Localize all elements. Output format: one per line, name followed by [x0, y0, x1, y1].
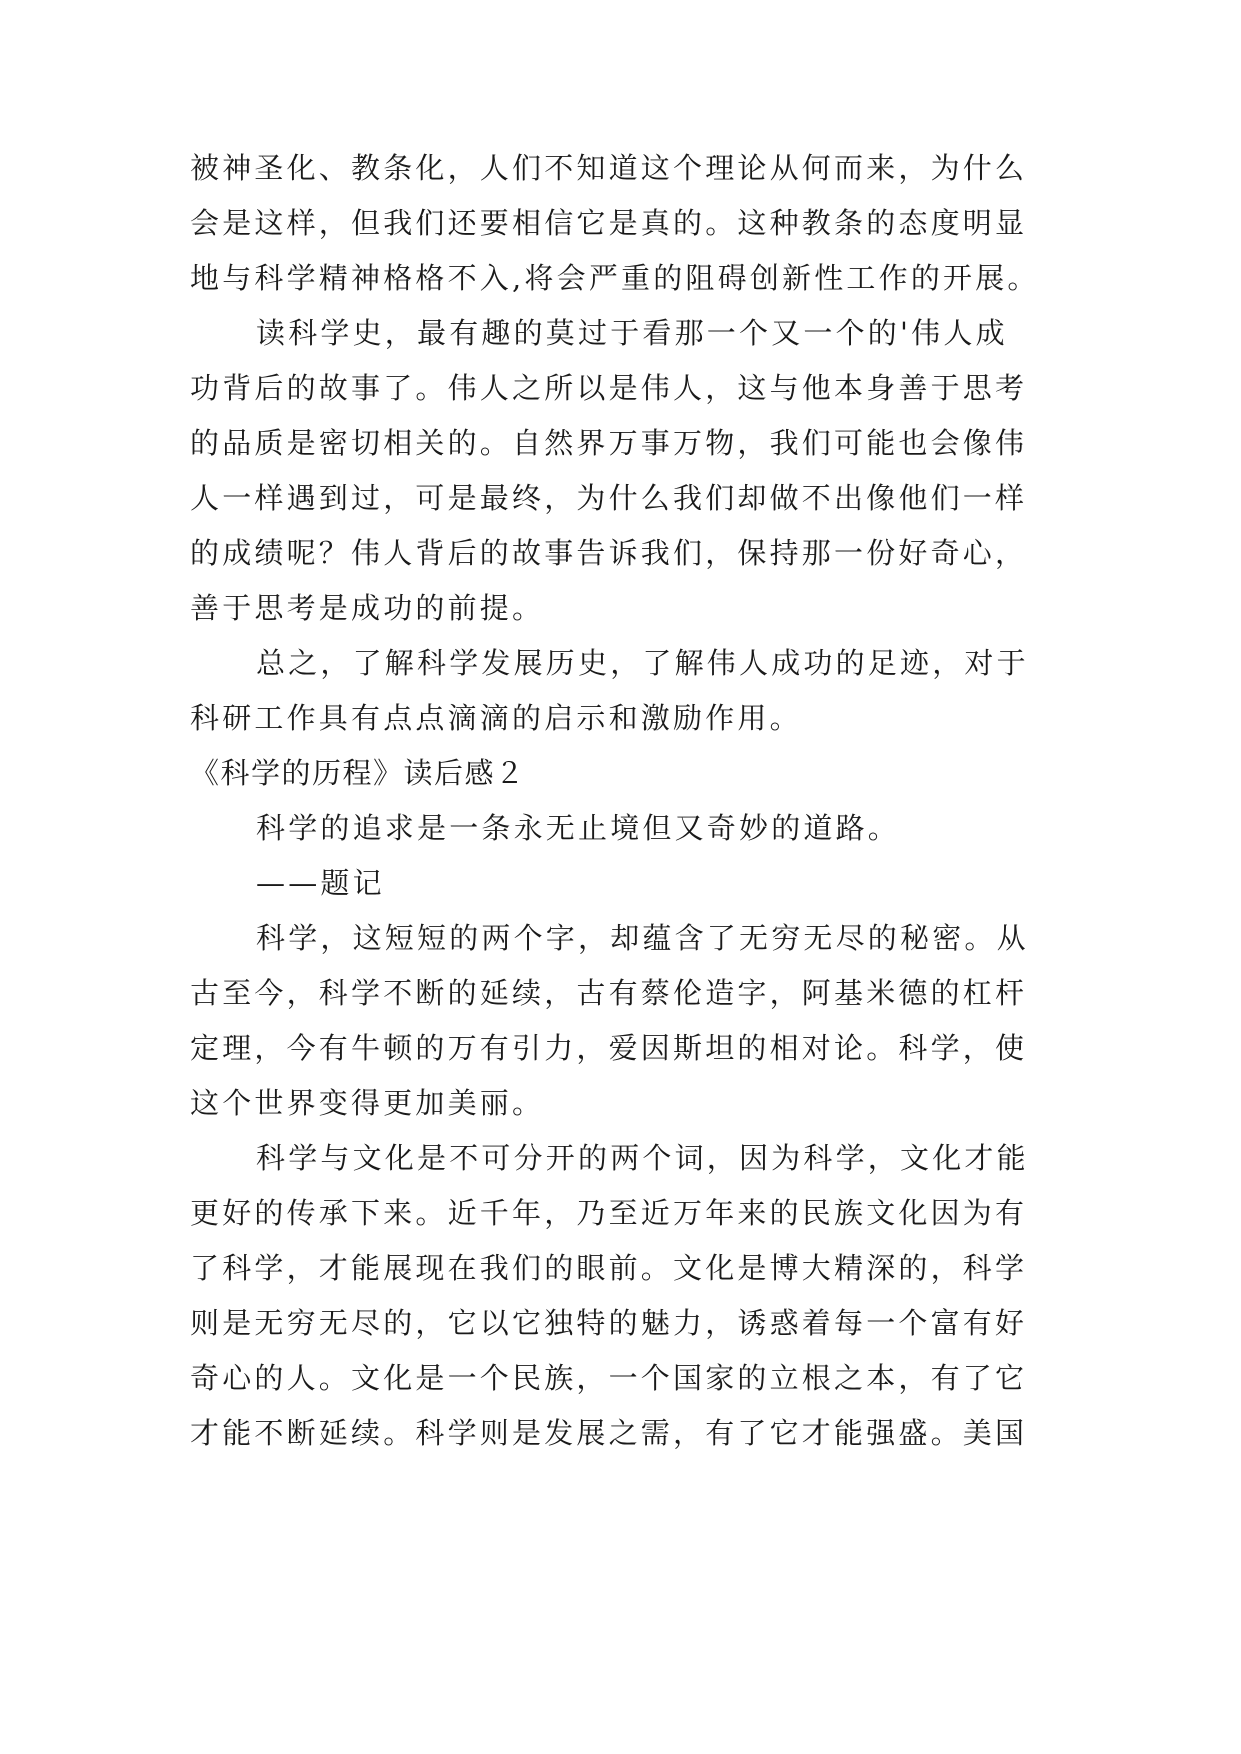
epigraph-text: 科学的追求是一条永无止境但又奇妙的道路。: [256, 811, 901, 845]
paragraph-first-line: 科学，这短短的两个字，却蕴含了无穷无尽的秘密。从: [256, 921, 1029, 955]
body-text-line: 的成绩呢？伟人背后的故事告诉我们，保持那一份好奇心，: [190, 536, 1028, 570]
body-text-line: 善于思考是成功的前提。: [190, 591, 545, 625]
epigraph-attribution: ——题记: [256, 866, 385, 900]
body-text-line: 这个世界变得更加美丽。: [190, 1086, 545, 1120]
body-text-line: 功背后的故事了。伟人之所以是伟人，这与他本身善于思考: [190, 371, 1028, 405]
body-text-line: 人一样遇到过，可是最终，为什么我们却做不出像他们一样: [190, 481, 1028, 515]
body-text-line: 地与科学精神格格不入,将会严重的阻碍创新性工作的开展。: [190, 261, 1040, 295]
body-text-line: 定理，今有牛顿的万有引力，爱因斯坦的相对论。科学，使: [190, 1031, 1028, 1065]
paragraph-first-line: 总之，了解科学发展历史，了解伟人成功的足迹，对于: [256, 646, 1029, 680]
body-text-line: 则是无穷无尽的，它以它独特的魅力，诱惑着每一个富有好: [190, 1306, 1028, 1340]
body-text-line: 才能不断延续。科学则是发展之需，有了它才能强盛。美国: [190, 1416, 1028, 1450]
section-title: 《科学的历程》读后感２: [190, 756, 526, 790]
body-text-line: 科研工作具有点点滴滴的启示和激励作用。: [190, 701, 802, 735]
body-text-line: 的品质是密切相关的。自然界万事万物，我们可能也会像伟: [190, 426, 1028, 460]
body-text-line: 更好的传承下来。近千年，乃至近万年来的民族文化因为有: [190, 1196, 1028, 1230]
paragraph-first-line: 科学与文化是不可分开的两个词，因为科学，文化才能: [256, 1141, 1029, 1175]
body-text-line: 了科学，才能展现在我们的眼前。文化是博大精深的，科学: [190, 1251, 1028, 1285]
body-text-line: 奇心的人。文化是一个民族，一个国家的立根之本，有了它: [190, 1361, 1028, 1395]
body-text-line: 会是这样，但我们还要相信它是真的。这种教条的态度明显: [190, 206, 1028, 240]
body-text-line: 被神圣化、教条化，人们不知道这个理论从何而来，为什么: [190, 151, 1028, 185]
paragraph-first-line: 读科学史，最有趣的莫过于看那一个又一个的'伟人成: [256, 316, 1008, 350]
body-text-line: 古至今，科学不断的延续，古有蔡伦造字，阿基米德的杠杆: [190, 976, 1028, 1010]
